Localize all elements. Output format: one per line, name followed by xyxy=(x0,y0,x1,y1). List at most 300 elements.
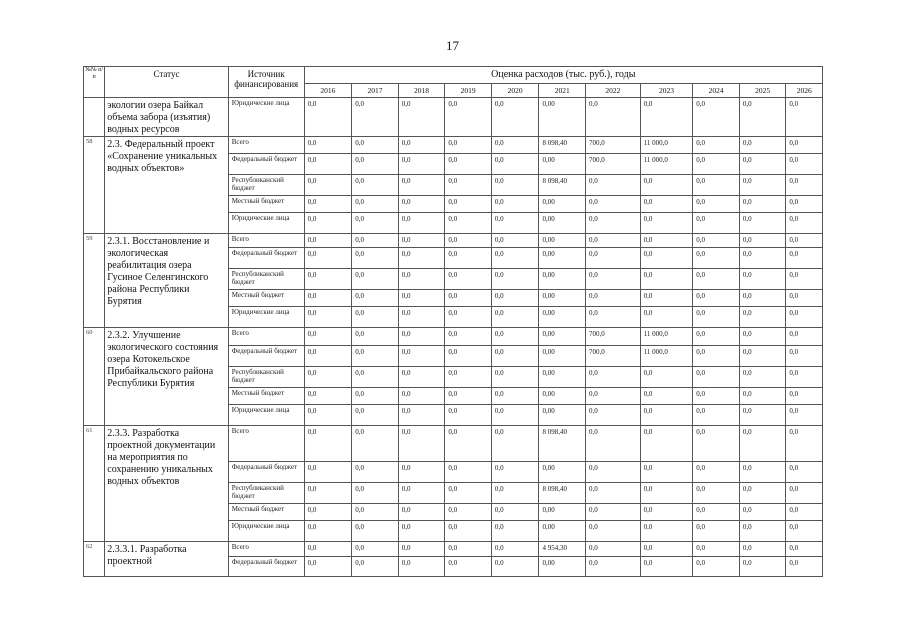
value-cell: 0,0 xyxy=(586,483,641,504)
funding-source-cell: Местный бюджет xyxy=(228,388,304,405)
value-cell: 0,00 xyxy=(539,521,586,542)
value-cell: 0,0 xyxy=(491,307,539,328)
funding-source-cell: Всего xyxy=(228,426,304,462)
table-row xyxy=(84,98,823,137)
value-cell: 0,00 xyxy=(539,269,586,290)
value-cell: 0,0 xyxy=(398,307,445,328)
year-header: 2018 xyxy=(398,84,445,98)
funding-source-cell: Юридические лица xyxy=(228,521,304,542)
value-cell: 0,0 xyxy=(398,426,445,462)
value-cell: 0,0 xyxy=(693,328,740,346)
value-cell: 0,0 xyxy=(739,462,786,483)
value-cell: 0,0 xyxy=(693,213,740,234)
funding-source-cell: Местный бюджет xyxy=(228,504,304,521)
value-cell: 0,0 xyxy=(352,137,399,154)
value-cell: 0,0 xyxy=(304,346,352,367)
value-cell: 0,00 xyxy=(539,154,586,175)
funding-source-cell: Местный бюджет xyxy=(228,290,304,307)
value-cell: 0,0 xyxy=(491,405,539,426)
year-header: 2017 xyxy=(352,84,399,98)
value-cell: 0,00 xyxy=(539,388,586,405)
value-cell: 0,0 xyxy=(693,154,740,175)
value-cell: 0,0 xyxy=(445,307,492,328)
status-cell: 2.3. Федеральный проект «Сохранение уникальных водных объектов» xyxy=(105,137,228,234)
row-number xyxy=(84,98,105,137)
value-cell: 0,0 xyxy=(445,175,492,196)
value-cell: 0,00 xyxy=(539,248,586,269)
value-cell: 0,0 xyxy=(739,346,786,367)
value-cell: 0,0 xyxy=(352,504,399,521)
status-cell: 2.3.3.1. Разработка проектной xyxy=(105,542,228,577)
value-cell: 0,0 xyxy=(786,388,823,405)
value-cell: 0,0 xyxy=(739,137,786,154)
value-cell: 0,0 xyxy=(304,307,352,328)
table-row xyxy=(84,234,823,248)
value-cell: 0,0 xyxy=(398,98,445,137)
value-cell: 0,0 xyxy=(586,290,641,307)
value-cell: 0,0 xyxy=(445,269,492,290)
value-cell: 0,0 xyxy=(640,504,693,521)
header-source: Источник финансирования xyxy=(228,67,304,98)
value-cell: 0,0 xyxy=(693,269,740,290)
value-cell: 0,0 xyxy=(304,426,352,462)
value-cell: 0,00 xyxy=(539,405,586,426)
value-cell: 0,0 xyxy=(304,248,352,269)
value-cell: 0,0 xyxy=(640,98,693,137)
value-cell: 0,00 xyxy=(539,307,586,328)
value-cell: 0,0 xyxy=(693,196,740,213)
value-cell: 0,0 xyxy=(352,234,399,248)
value-cell: 11 000,0 xyxy=(640,137,693,154)
value-cell: 0,0 xyxy=(398,388,445,405)
value-cell: 0,0 xyxy=(786,405,823,426)
value-cell: 0,0 xyxy=(491,426,539,462)
value-cell: 0,0 xyxy=(640,388,693,405)
value-cell: 0,0 xyxy=(352,346,399,367)
funding-source-cell: Федеральный бюджет xyxy=(228,557,304,577)
table-row xyxy=(84,328,823,346)
value-cell: 0,0 xyxy=(739,483,786,504)
value-cell: 0,0 xyxy=(586,307,641,328)
value-cell: 8 098,40 xyxy=(539,483,586,504)
value-cell: 700,0 xyxy=(586,137,641,154)
funding-source-cell: Всего xyxy=(228,137,304,154)
value-cell: 0,0 xyxy=(304,290,352,307)
value-cell: 0,0 xyxy=(491,346,539,367)
value-cell: 0,0 xyxy=(640,557,693,577)
value-cell: 0,0 xyxy=(304,557,352,577)
value-cell: 0,0 xyxy=(640,307,693,328)
value-cell: 0,0 xyxy=(693,367,740,388)
value-cell: 0,0 xyxy=(491,521,539,542)
value-cell: 0,0 xyxy=(352,213,399,234)
value-cell: 0,0 xyxy=(352,542,399,557)
value-cell: 0,0 xyxy=(398,328,445,346)
value-cell: 0,0 xyxy=(445,483,492,504)
year-header: 2024 xyxy=(693,84,740,98)
value-cell: 0,0 xyxy=(739,557,786,577)
funding-source-cell: Республиканский бюджет xyxy=(228,367,304,388)
value-cell: 0,0 xyxy=(398,462,445,483)
table-body xyxy=(84,98,823,577)
value-cell: 0,0 xyxy=(640,269,693,290)
value-cell: 0,0 xyxy=(304,269,352,290)
value-cell: 0,0 xyxy=(491,542,539,557)
value-cell: 0,0 xyxy=(491,328,539,346)
value-cell: 0,0 xyxy=(739,175,786,196)
value-cell: 0,0 xyxy=(739,405,786,426)
value-cell: 0,0 xyxy=(786,98,823,137)
year-header: 2021 xyxy=(539,84,586,98)
value-cell: 0,00 xyxy=(539,196,586,213)
status-cell: 2.3.3. Разработка проектной документации на мероприятия по сохранению уникальных водных объектов xyxy=(105,426,228,542)
funding-source-cell: Республиканский бюджет xyxy=(228,175,304,196)
value-cell: 0,0 xyxy=(693,462,740,483)
funding-source-cell: Всего xyxy=(228,328,304,346)
value-cell: 0,00 xyxy=(539,367,586,388)
value-cell: 0,0 xyxy=(352,290,399,307)
value-cell: 0,0 xyxy=(739,248,786,269)
value-cell: 0,0 xyxy=(398,367,445,388)
value-cell: 0,0 xyxy=(445,557,492,577)
value-cell: 0,0 xyxy=(586,269,641,290)
value-cell: 0,0 xyxy=(445,346,492,367)
value-cell: 0,0 xyxy=(398,542,445,557)
value-cell: 11 000,0 xyxy=(640,328,693,346)
value-cell: 0,0 xyxy=(739,98,786,137)
value-cell: 0,0 xyxy=(586,462,641,483)
funding-source-cell: Федеральный бюджет xyxy=(228,154,304,175)
value-cell: 0,0 xyxy=(304,137,352,154)
page-number: 17 xyxy=(446,38,459,53)
value-cell: 0,0 xyxy=(693,504,740,521)
value-cell: 0,0 xyxy=(693,521,740,542)
value-cell: 0,0 xyxy=(739,290,786,307)
year-header: 2023 xyxy=(640,84,693,98)
value-cell: 0,0 xyxy=(398,290,445,307)
value-cell: 0,0 xyxy=(304,98,352,137)
value-cell: 700,0 xyxy=(586,346,641,367)
value-cell: 0,0 xyxy=(693,557,740,577)
value-cell: 0,0 xyxy=(304,462,352,483)
header-estimate: Оценка расходов (тыс. руб.), годы xyxy=(304,67,822,84)
value-cell: 700,0 xyxy=(586,154,641,175)
expenditure-table xyxy=(83,66,823,577)
funding-source-cell: Федеральный бюджет xyxy=(228,248,304,269)
value-cell: 0,0 xyxy=(352,405,399,426)
value-cell: 0,0 xyxy=(352,557,399,577)
status-cell: 2.3.1. Восстановление и экологическая реабилитация озера Гусиное Селенгинского района Республики Бурятия xyxy=(105,234,228,328)
value-cell: 0,0 xyxy=(445,504,492,521)
value-cell: 0,0 xyxy=(304,328,352,346)
value-cell: 0,0 xyxy=(586,234,641,248)
value-cell: 0,0 xyxy=(586,542,641,557)
value-cell: 0,0 xyxy=(586,196,641,213)
row-number: 58 xyxy=(84,137,105,234)
value-cell: 0,0 xyxy=(491,504,539,521)
year-header: 2020 xyxy=(491,84,539,98)
value-cell: 0,0 xyxy=(693,388,740,405)
value-cell: 0,0 xyxy=(304,175,352,196)
value-cell: 0,0 xyxy=(640,196,693,213)
value-cell: 0,0 xyxy=(491,137,539,154)
value-cell: 0,0 xyxy=(304,504,352,521)
value-cell: 0,0 xyxy=(640,521,693,542)
value-cell: 0,0 xyxy=(491,234,539,248)
value-cell: 0,0 xyxy=(491,367,539,388)
value-cell: 0,0 xyxy=(693,346,740,367)
funding-source-cell: Федеральный бюджет xyxy=(228,346,304,367)
funding-source-cell: Федеральный бюджет xyxy=(228,462,304,483)
value-cell: 0,0 xyxy=(398,557,445,577)
value-cell: 0,0 xyxy=(786,137,823,154)
value-cell: 0,0 xyxy=(445,213,492,234)
value-cell: 0,0 xyxy=(786,328,823,346)
value-cell: 0,0 xyxy=(640,234,693,248)
value-cell: 0,0 xyxy=(586,426,641,462)
table-row xyxy=(84,426,823,462)
value-cell: 0,0 xyxy=(786,462,823,483)
value-cell: 0,0 xyxy=(786,175,823,196)
value-cell: 0,0 xyxy=(786,521,823,542)
value-cell: 0,0 xyxy=(693,248,740,269)
value-cell: 0,0 xyxy=(640,290,693,307)
value-cell: 0,0 xyxy=(398,269,445,290)
value-cell: 0,0 xyxy=(445,137,492,154)
value-cell: 0,0 xyxy=(640,426,693,462)
value-cell: 0,0 xyxy=(586,213,641,234)
value-cell: 0,0 xyxy=(398,521,445,542)
value-cell: 0,0 xyxy=(586,504,641,521)
row-number: 60 xyxy=(84,328,105,426)
value-cell: 0,0 xyxy=(304,234,352,248)
value-cell: 0,0 xyxy=(640,483,693,504)
value-cell: 0,0 xyxy=(739,367,786,388)
value-cell: 0,0 xyxy=(640,405,693,426)
value-cell: 0,0 xyxy=(352,462,399,483)
value-cell: 0,0 xyxy=(786,154,823,175)
value-cell: 0,0 xyxy=(445,196,492,213)
funding-source-cell: Юридические лица xyxy=(228,98,304,137)
year-header: 2026 xyxy=(786,84,823,98)
value-cell: 0,0 xyxy=(739,426,786,462)
value-cell: 0,0 xyxy=(739,542,786,557)
value-cell: 0,0 xyxy=(739,196,786,213)
value-cell: 0,0 xyxy=(640,367,693,388)
value-cell: 0,0 xyxy=(304,367,352,388)
value-cell: 0,0 xyxy=(304,405,352,426)
value-cell: 0,0 xyxy=(445,405,492,426)
value-cell: 0,0 xyxy=(640,175,693,196)
value-cell: 8 098,40 xyxy=(539,175,586,196)
value-cell: 0,0 xyxy=(786,557,823,577)
value-cell: 0,0 xyxy=(586,405,641,426)
value-cell: 0,0 xyxy=(352,426,399,462)
row-number: 59 xyxy=(84,234,105,328)
value-cell: 0,0 xyxy=(352,154,399,175)
value-cell: 0,0 xyxy=(739,388,786,405)
value-cell: 0,0 xyxy=(445,98,492,137)
row-number: 62 xyxy=(84,542,105,577)
value-cell: 0,0 xyxy=(398,154,445,175)
value-cell: 0,0 xyxy=(352,248,399,269)
row-number: 61 xyxy=(84,426,105,542)
year-header: 2016 xyxy=(304,84,352,98)
value-cell: 0,0 xyxy=(352,269,399,290)
value-cell: 0,0 xyxy=(786,367,823,388)
value-cell: 0,0 xyxy=(398,483,445,504)
value-cell: 0,0 xyxy=(786,213,823,234)
value-cell: 0,0 xyxy=(352,196,399,213)
value-cell: 700,0 xyxy=(586,328,641,346)
year-header: 2022 xyxy=(586,84,641,98)
value-cell: 0,0 xyxy=(445,542,492,557)
table-row xyxy=(84,137,823,154)
value-cell: 0,0 xyxy=(640,213,693,234)
value-cell: 0,0 xyxy=(445,367,492,388)
value-cell: 0,0 xyxy=(398,405,445,426)
value-cell: 0,0 xyxy=(304,388,352,405)
value-cell: 0,0 xyxy=(739,328,786,346)
value-cell: 0,0 xyxy=(586,521,641,542)
value-cell: 0,0 xyxy=(352,328,399,346)
value-cell: 0,0 xyxy=(304,521,352,542)
value-cell: 0,0 xyxy=(739,269,786,290)
value-cell: 0,0 xyxy=(491,213,539,234)
value-cell: 0,0 xyxy=(693,483,740,504)
funding-source-cell: Республиканский бюджет xyxy=(228,269,304,290)
value-cell: 0,0 xyxy=(445,248,492,269)
value-cell: 0,0 xyxy=(304,542,352,557)
value-cell: 0,0 xyxy=(445,388,492,405)
value-cell: 0,0 xyxy=(786,307,823,328)
value-cell: 0,00 xyxy=(539,557,586,577)
value-cell: 0,0 xyxy=(491,196,539,213)
value-cell: 0,0 xyxy=(693,307,740,328)
value-cell: 0,0 xyxy=(491,175,539,196)
value-cell: 0,0 xyxy=(352,98,399,137)
funding-source-cell: Республиканский бюджет xyxy=(228,483,304,504)
header-num: №№ п/п xyxy=(84,67,105,98)
value-cell: 0,0 xyxy=(693,234,740,248)
value-cell: 8 098,40 xyxy=(539,137,586,154)
value-cell: 0,0 xyxy=(786,504,823,521)
value-cell: 0,0 xyxy=(786,196,823,213)
value-cell: 0,00 xyxy=(539,290,586,307)
value-cell: 0,0 xyxy=(640,542,693,557)
value-cell: 0,0 xyxy=(398,196,445,213)
value-cell: 0,0 xyxy=(445,426,492,462)
value-cell: 0,0 xyxy=(445,462,492,483)
value-cell: 0,0 xyxy=(398,504,445,521)
value-cell: 0,0 xyxy=(786,426,823,462)
value-cell: 0,0 xyxy=(445,290,492,307)
value-cell: 0,0 xyxy=(491,557,539,577)
value-cell: 4 954,30 xyxy=(539,542,586,557)
value-cell: 0,0 xyxy=(586,98,641,137)
value-cell: 0,0 xyxy=(739,504,786,521)
value-cell: 0,0 xyxy=(491,483,539,504)
value-cell: 0,0 xyxy=(352,483,399,504)
value-cell: 0,0 xyxy=(491,462,539,483)
value-cell: 0,00 xyxy=(539,234,586,248)
value-cell: 0,00 xyxy=(539,462,586,483)
value-cell: 0,0 xyxy=(352,307,399,328)
value-cell: 11 000,0 xyxy=(640,346,693,367)
value-cell: 0,0 xyxy=(739,234,786,248)
value-cell: 0,0 xyxy=(491,290,539,307)
value-cell: 0,0 xyxy=(739,307,786,328)
value-cell: 11 000,0 xyxy=(640,154,693,175)
value-cell: 0,0 xyxy=(586,557,641,577)
value-cell: 0,0 xyxy=(445,154,492,175)
funding-source-cell: Всего xyxy=(228,542,304,557)
value-cell: 0,0 xyxy=(491,248,539,269)
value-cell: 0,0 xyxy=(398,234,445,248)
value-cell: 0,00 xyxy=(539,346,586,367)
value-cell: 0,0 xyxy=(586,248,641,269)
value-cell: 0,0 xyxy=(491,98,539,137)
funding-source-cell: Юридические лица xyxy=(228,307,304,328)
value-cell: 0,0 xyxy=(352,521,399,542)
year-header: 2025 xyxy=(739,84,786,98)
value-cell: 0,0 xyxy=(693,98,740,137)
value-cell: 0,0 xyxy=(640,248,693,269)
value-cell: 0,0 xyxy=(693,405,740,426)
table-header xyxy=(84,67,823,98)
value-cell: 0,0 xyxy=(491,154,539,175)
value-cell: 0,0 xyxy=(352,175,399,196)
value-cell: 8 098,40 xyxy=(539,426,586,462)
header-status: Статус xyxy=(105,67,228,98)
funding-source-cell: Местный бюджет xyxy=(228,196,304,213)
value-cell: 0,0 xyxy=(739,521,786,542)
table-row xyxy=(84,542,823,557)
value-cell: 0,00 xyxy=(539,98,586,137)
year-header: 2019 xyxy=(445,84,492,98)
value-cell: 0,0 xyxy=(786,269,823,290)
value-cell: 0,0 xyxy=(398,213,445,234)
value-cell: 0,0 xyxy=(586,388,641,405)
funding-source-cell: Юридические лица xyxy=(228,213,304,234)
value-cell: 0,0 xyxy=(786,542,823,557)
value-cell: 0,0 xyxy=(352,367,399,388)
value-cell: 0,0 xyxy=(445,328,492,346)
value-cell: 0,0 xyxy=(739,154,786,175)
value-cell: 0,0 xyxy=(786,248,823,269)
value-cell: 0,00 xyxy=(539,328,586,346)
status-cell: экологии озера Байкал объема забора (изъятия) водных ресурсов xyxy=(105,98,228,137)
value-cell: 0,0 xyxy=(445,521,492,542)
funding-source-cell: Юридические лица xyxy=(228,405,304,426)
value-cell: 0,0 xyxy=(491,269,539,290)
value-cell: 0,00 xyxy=(539,504,586,521)
value-cell: 0,0 xyxy=(693,426,740,462)
value-cell: 0,0 xyxy=(640,462,693,483)
value-cell: 0,0 xyxy=(491,388,539,405)
status-cell: 2.3.2. Улучшение экологического состояния озера Котокельское Прибайкальского района Республики Бурятия xyxy=(105,328,228,426)
value-cell: 0,0 xyxy=(786,346,823,367)
value-cell: 0,00 xyxy=(539,213,586,234)
value-cell: 0,0 xyxy=(739,213,786,234)
value-cell: 0,0 xyxy=(304,483,352,504)
value-cell: 0,0 xyxy=(693,137,740,154)
value-cell: 0,0 xyxy=(445,234,492,248)
value-cell: 0,0 xyxy=(586,175,641,196)
value-cell: 0,0 xyxy=(352,388,399,405)
value-cell: 0,0 xyxy=(693,290,740,307)
value-cell: 0,0 xyxy=(693,175,740,196)
